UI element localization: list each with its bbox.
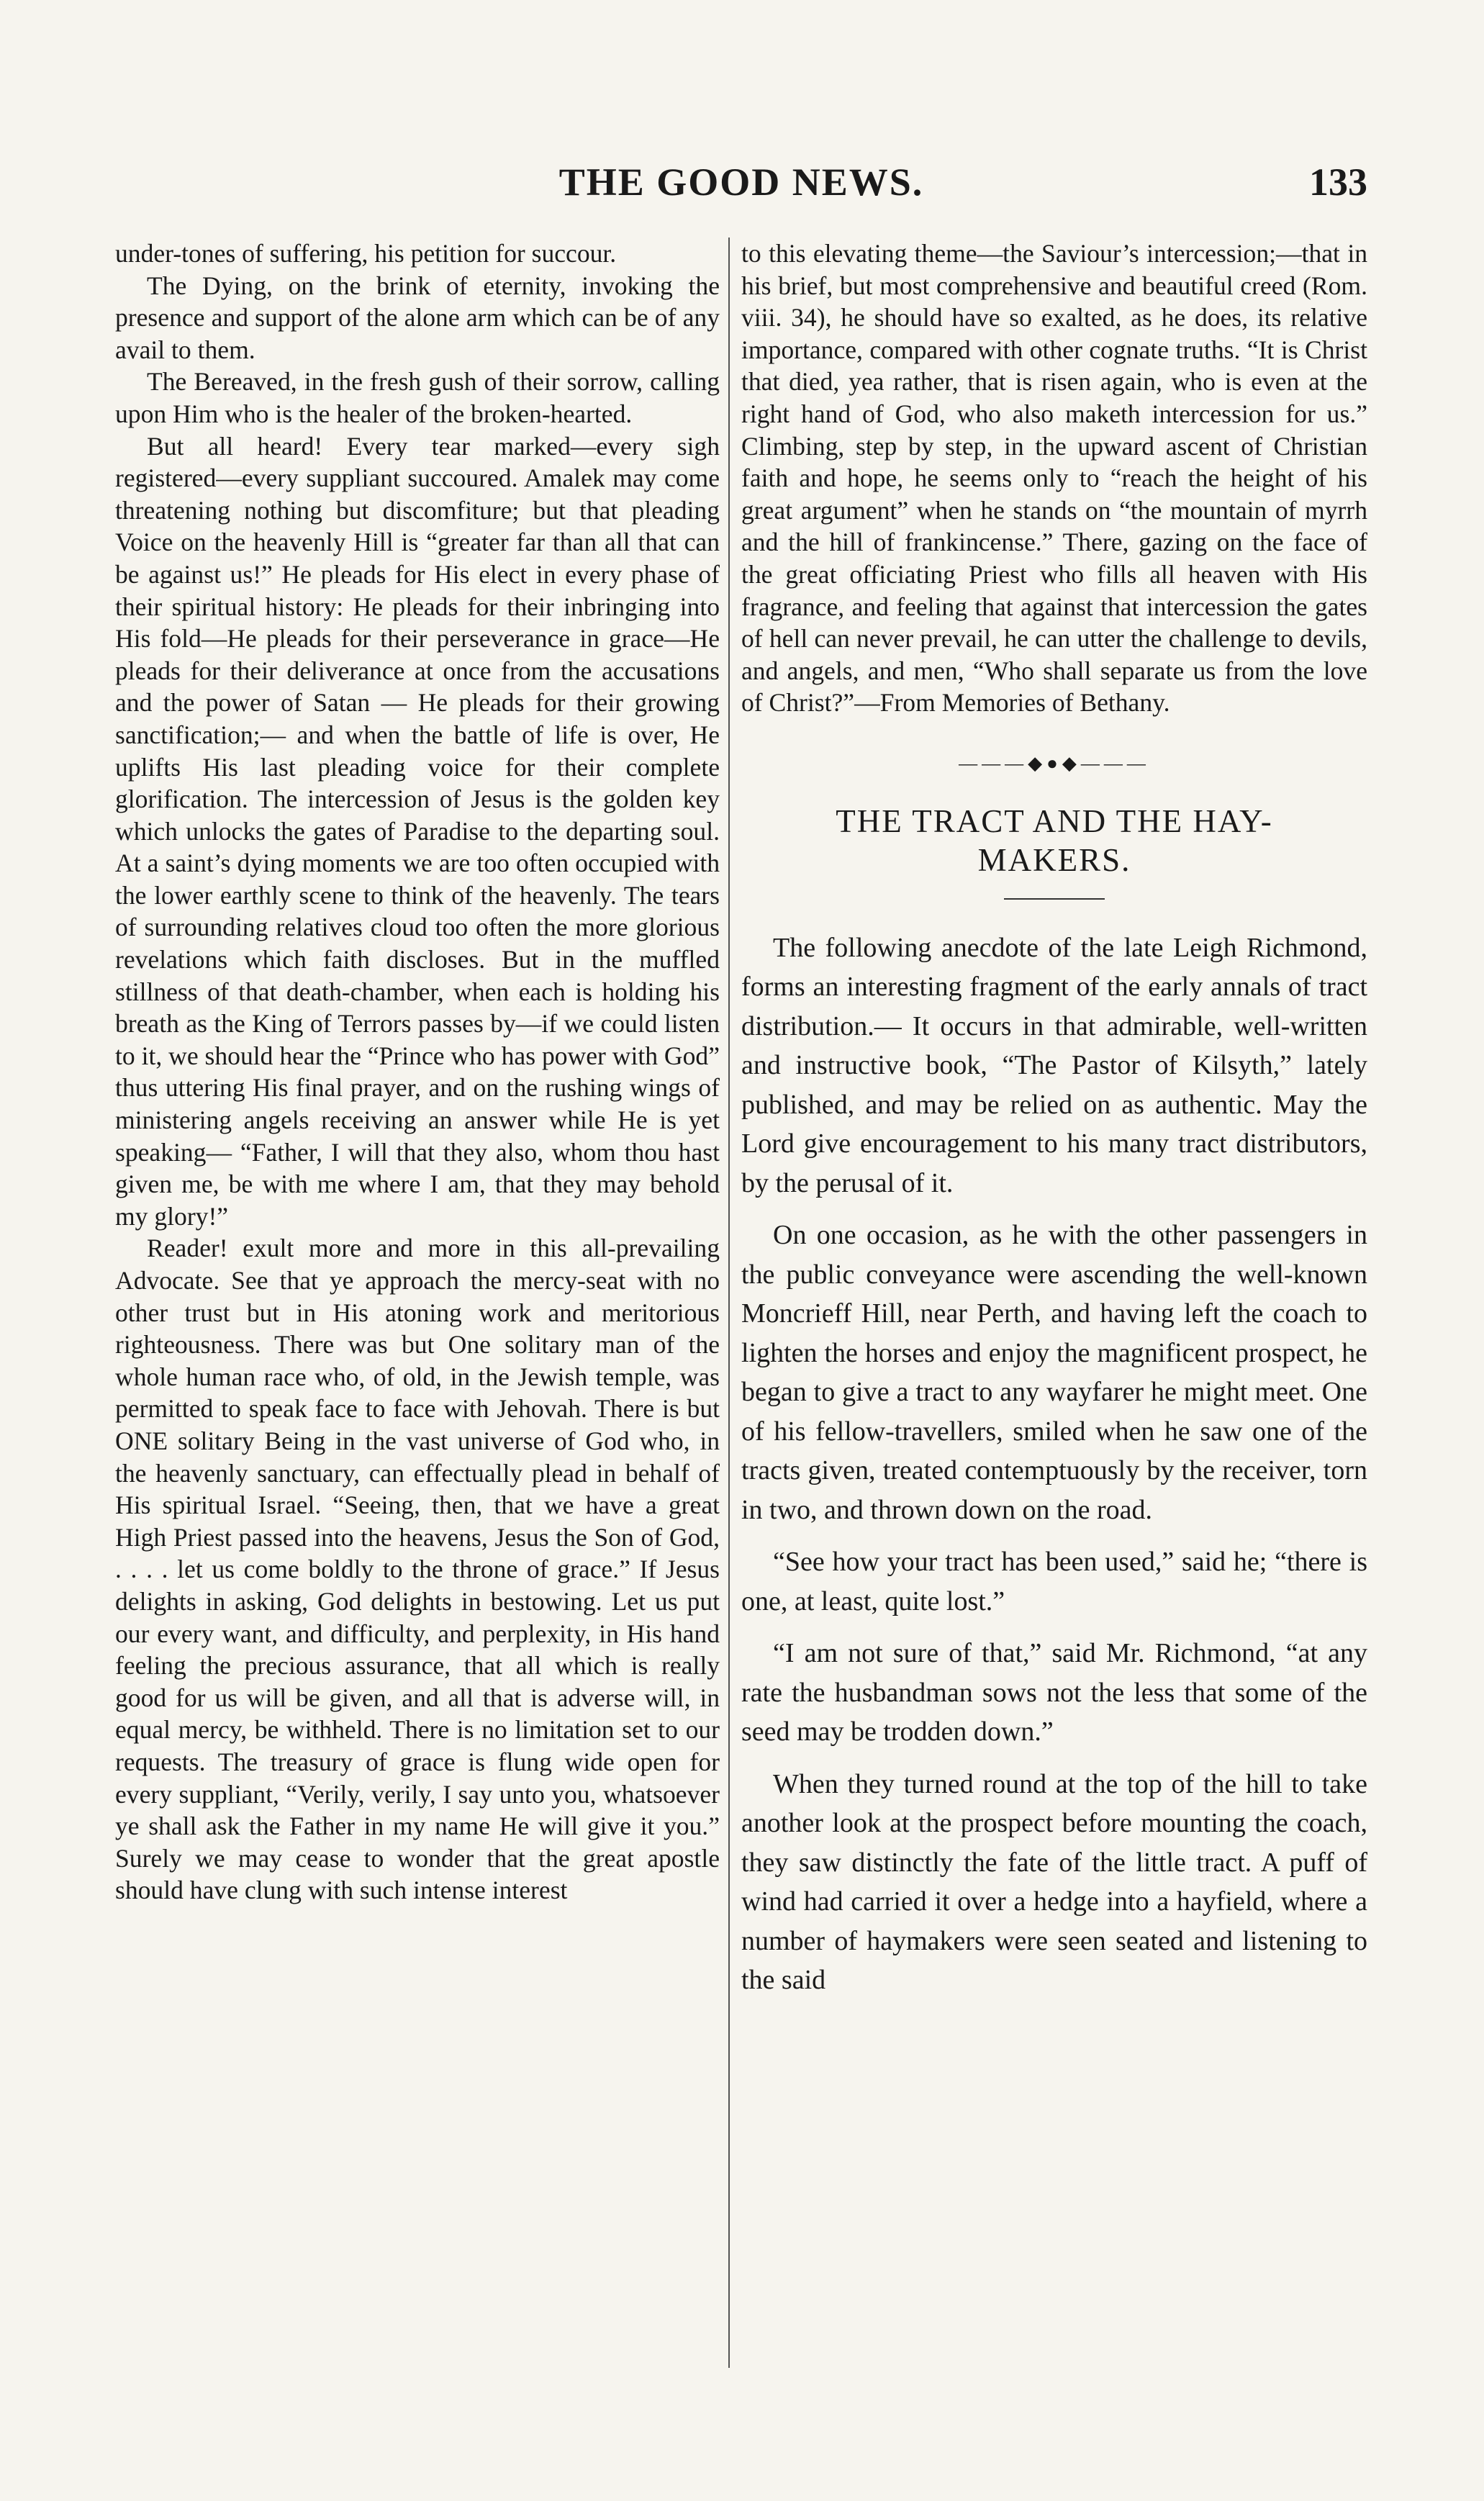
column-divider — [728, 238, 730, 2368]
continuation-paragraph: to this elevating theme—the Saviour’s intercession;—that in his brief, but most comprehensive and beautiful creed (Rom. viii. 34), he should have so exalted, as he does, its relative importance, compared with other cognate truths. “It is Christ that died, yea rather, that is risen again, who is even at the right hand of God, who also maketh intercession for us.” Climbing, step by step, in the upward ascent of Christian faith and hope, he seems only to “reach the height of his great argument” when he stands on “the mountain of myrrh and the hill of frankincense.” There, gazing on the face of the great officiating Priest who fills all heaven with His fragrance, and feeling that against that intercession the gates of hell can never prevail, he can utter the challenge to devils, and angels, and men, “Who shall separate us from the love of Christ?”—From Memories of Bethany. — [741, 239, 1367, 718]
paragraph: On one occasion, as he with the other passengers in the public conveyance were ascending the well-known Moncrieff Hill, near Perth, and having left the coach to lighten the horses and enjoy the magnificent prospect, he began to give a tract to any wayfarer he might meet. One of his fellow-travellers, smiled when he saw one of the tracts given, treated contemptuously by the receiver, torn in two, and thrown down on the road. — [741, 1220, 1367, 1525]
paragraph: But all heard! Every tear marked—every sigh registered—every suppliant succoured. Amalek may come threatening nothing but discomfiture; but that pleading Voice on the heavenly Hill is “greater far than all that can be against us!” He pleads for His elect in every phase of their spiritual history: He pleads for their inbringing into His fold—He pleads for their perseverance in grace—He pleads for their deliverance at once from the accusations and the power of Satan — He pleads for their growing sanctification;— and when the battle of life is over, He uplifts His last pleading voice for their complete glorification. The intercession of Jesus is the golden key which unlocks the gates of Paradise to the departing soul. At a saint’s dying moments we are too often occupied with the lower earthly scene to think of the heavenly. The tears of surrounding relatives cloud too often the more glorious revelations which faith discloses. But in the muffled stillness of that death-chamber, when each is holding his breath as the King of Terrors passes by—if we could listen to it, we should hear the “Prince who has power with God” thus uttering His final prayer, and on the rushing wings of ministering angels receiving an answer while He is yet speaking— “Father, I will that they also, whom thou hast given me, be with me where I am, that they may behold my glory!” — [115, 431, 720, 1231]
article-title: THE TRACT AND THE HAY-MAKERS. — [836, 802, 1273, 878]
paragraph: The Bereaved, in the fresh gush of their sorrow, calling upon Him who is the healer of the broken-hearted. — [115, 367, 720, 428]
paragraph: “I am not sure of that,” said Mr. Richmond, “at any rate the husbandman sows not the less that some of the seed may be trodden down.” — [741, 1638, 1367, 1747]
paragraph: under-tones of suffering, his petition for succour. — [115, 239, 617, 268]
paragraph: The Dying, on the brink of eternity, invoking the presence and support of the alone arm which can be of any avail to them. — [115, 271, 720, 364]
paragraph: Reader! exult more and more in this all-prevailing Advocate. See that ye approach the mercy-seat with no other trust but in His atoning work and meritorious righteousness. There was but One solitary man of the whole human race who, of old, in the Jewish temple, was permitted to speak face to face with Jehovah. There is but ONE solitary Being in the vast universe of God who, in the heavenly sanctuary, can effectually plead in behalf of His spiritual Israel. “Seeing, then, that we have a great High Priest passed into the heavens, Jesus the Son of God, . . . . let us come boldly to the throne of grace.” If Jesus delights in asking, God delights in bestowing. Let us put our every want, and difficulty, and perplexity, in His hand feeling the precious assurance, that all which is really good for us will be given, and all that is adverse will, in equal mercy, be withheld. There is no limitation set to our requests. The treasury of grace is flung wide open for every suppliant, “Verily, verily, I say unto you, whatsoever ye shall ask the Father in my name He will give it you.” Surely we may cease to wonder that the great apostle should have clung with such intense interest — [115, 1234, 720, 1905]
right-column — [741, 238, 1367, 2000]
paragraph: The following anecdote of the late Leigh Richmond, forms an interesting fragment of the early annals of tract distribution.— It occurs in that admirable, well-written and instructive book, “The Pastor of Kilsyth,” lately published, and may be relied on as authentic. May the Lord give encouragement to his many tract distributors, by the perusal of it. — [741, 932, 1367, 1198]
paragraph: When they turned round at the top of the hill to take another look at the prospect before mounting the coach, they saw distinctly the fate of the little tract. A puff of wind had carried it over a hedge into a hayfield, where a number of haymakers were seen seated and listening to the said — [741, 1768, 1367, 1995]
ornament-divider: ———◆●◆——— — [959, 752, 1150, 774]
page-number: 133 — [1309, 160, 1367, 204]
title-rule — [1004, 898, 1105, 900]
article-body — [741, 928, 1367, 2000]
paragraph: “See how your tract has been used,” said he; “there is one, at least, quite lost.” — [741, 1547, 1367, 1616]
left-column — [115, 238, 720, 1907]
page-header — [115, 160, 1367, 210]
running-title: THE GOOD NEWS. — [558, 160, 924, 204]
